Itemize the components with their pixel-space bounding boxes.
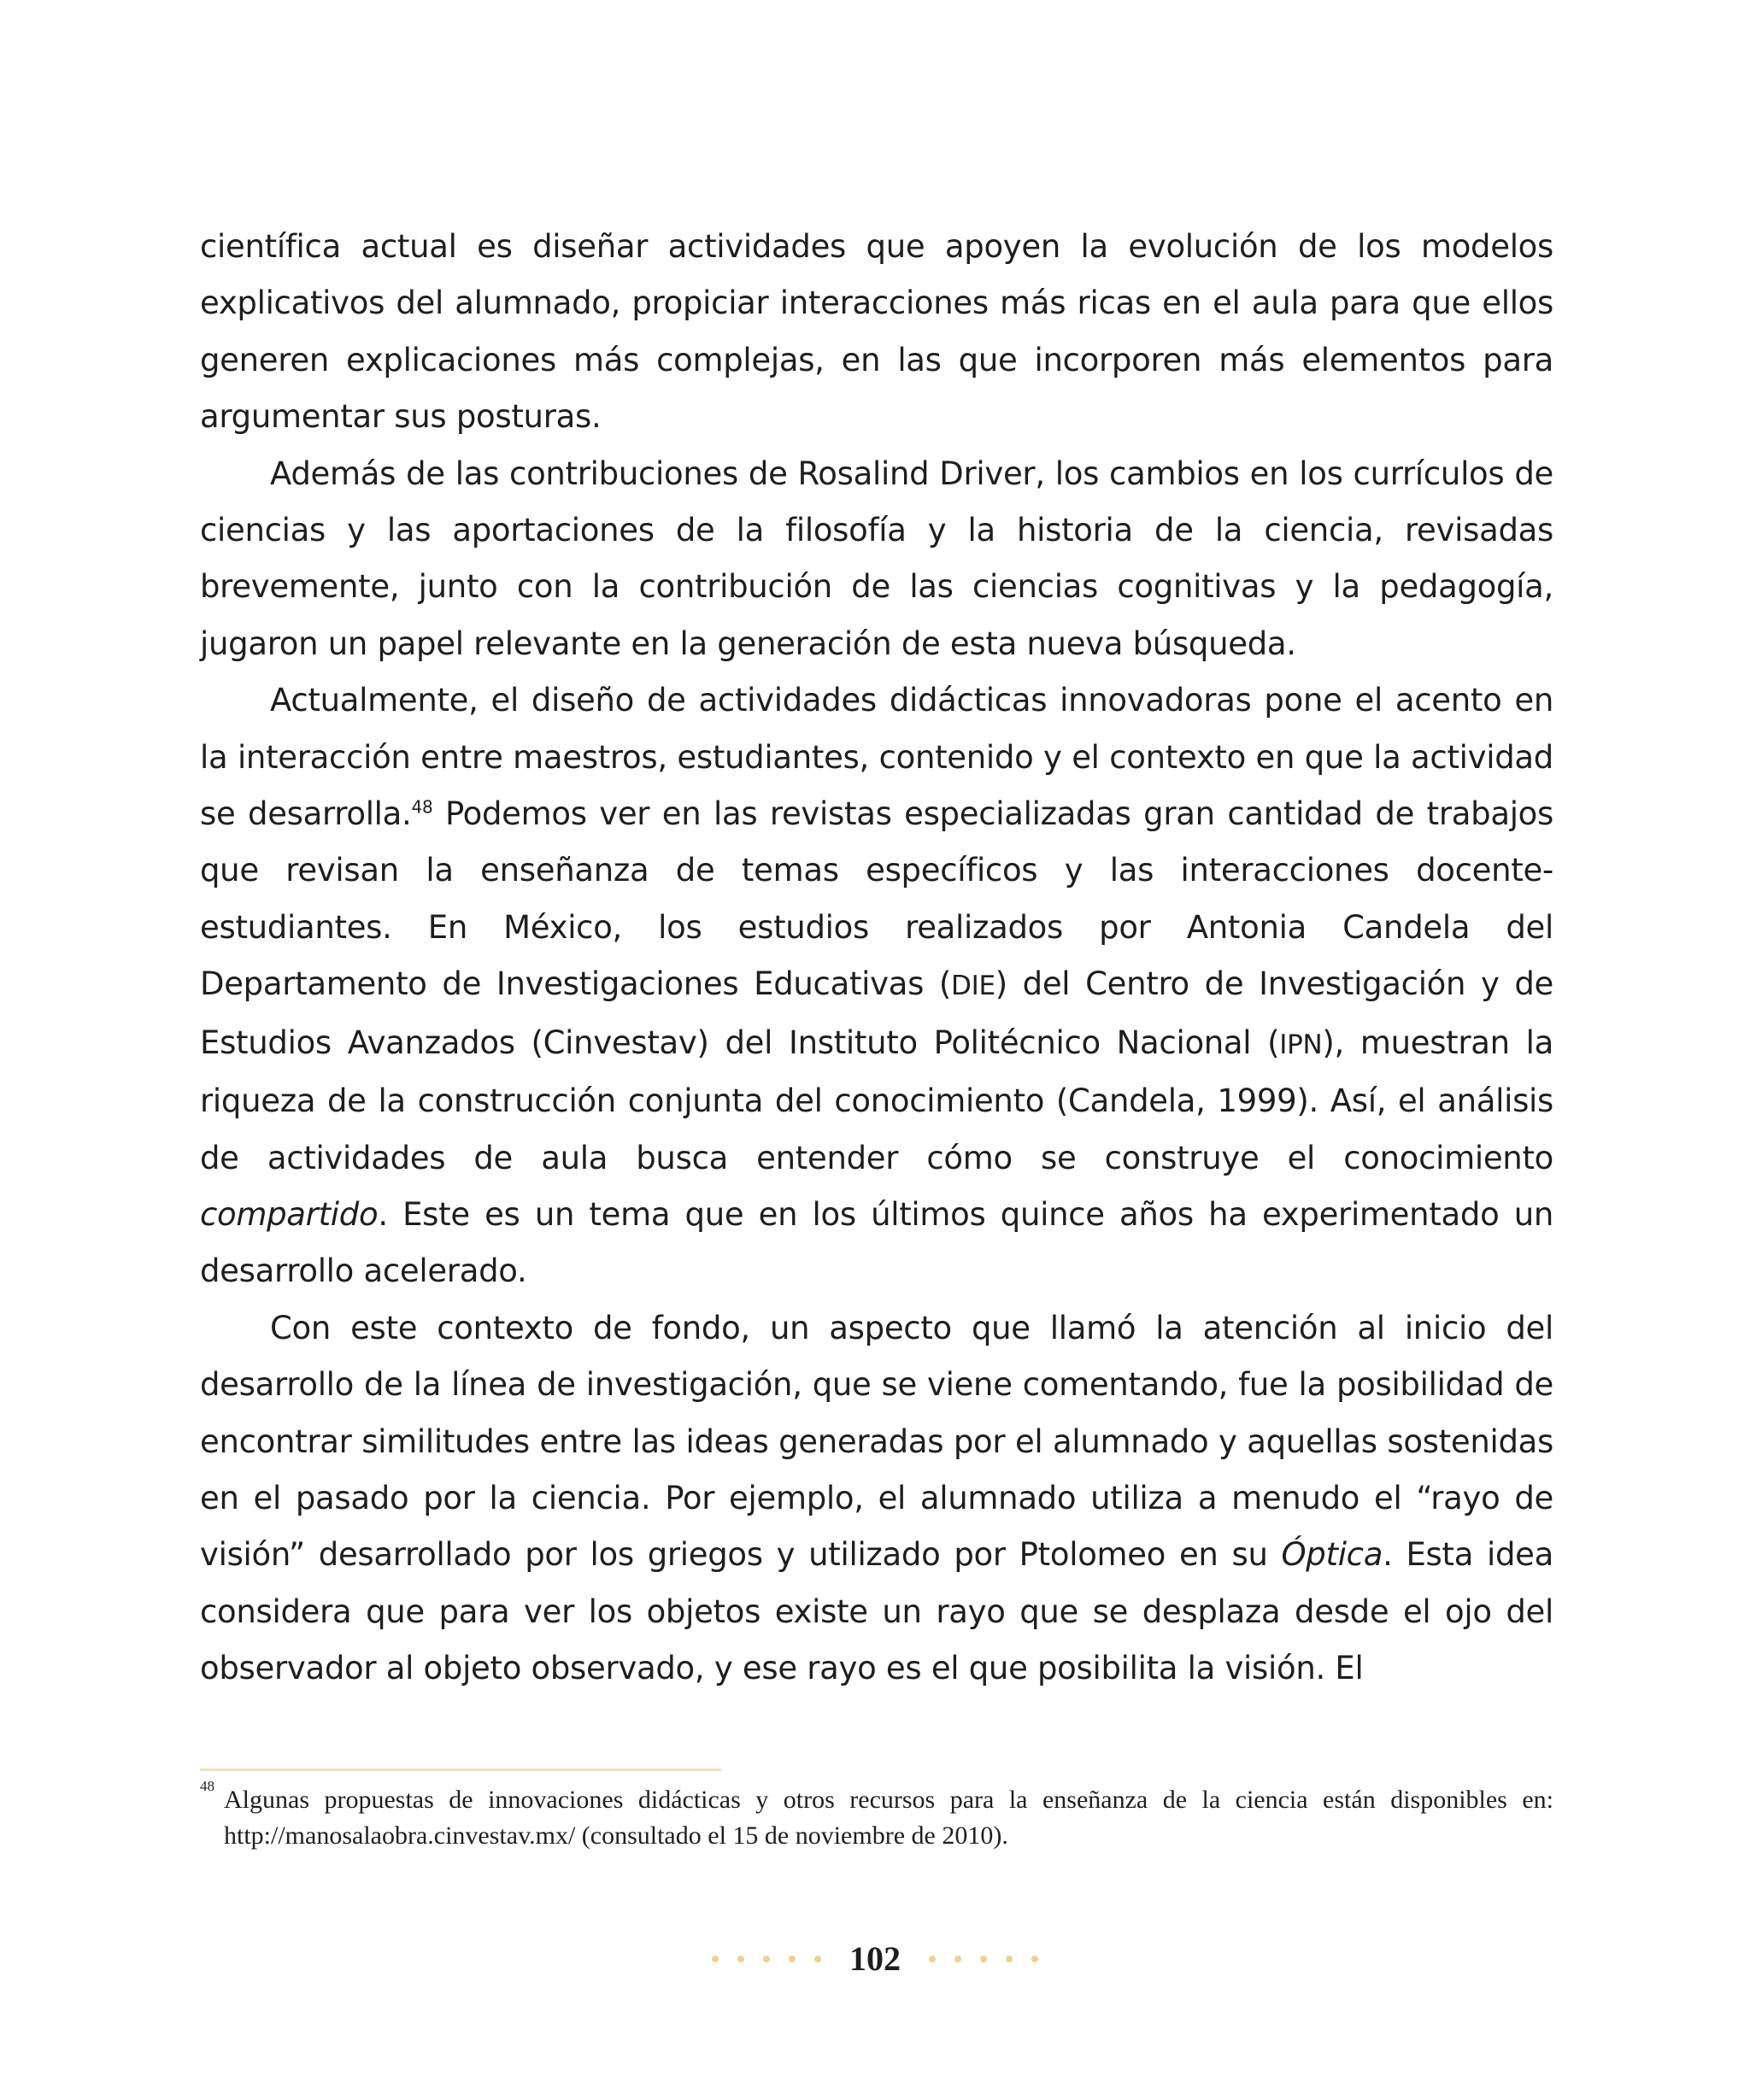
paragraph-3-part-c: ) del Centro de Investigación y de Estudios Avanzados (Cinvestav) del Instituto Politécnico Nacional ( [200, 965, 1553, 1061]
paragraph-1: científica actual es diseñar actividades que apoyen la evolución de los modelos explicativos del alumnado, propiciar interacciones más ricas en el aula para que ellos generen explicaciones más complejas, en las que incorporen más elementos para argumentar sus posturas. [200, 228, 1553, 436]
paragraph-3-part-a: Actualmente, el diseño de actividades didácticas innovadoras pone el acento en la interacción entre maestros, estudiantes, contenido y el contexto en que la actividad se desarrolla. [200, 682, 1553, 833]
footnote-mark: 48 [200, 1778, 214, 1794]
paragraph-3-part-e: . Este es un tema que en los últimos quince años ha experimentado un desarrollo acelerado. [200, 1195, 1553, 1290]
acronym-die: DIE [951, 971, 995, 1002]
body-text [200, 219, 1553, 1698]
paragraph-4-part-a: Con este contexto de fondo, un aspecto que llamó la atención al inicio del desarrollo de la línea de investigación, que se viene comentando, fue la posibilidad de encontrar similitudes entre las ideas generadas por el alumnado y aquellas sostenidas en el pasado por la ciencia. Por ejemplo, el alumnado utiliza a menudo el “rayo de visión” desarrollado por los griegos y utilizado por Ptolomeo en su [200, 1309, 1553, 1574]
paragraph-3-part-d: ), muestran la riqueza de la construcción conjunta del conocimiento (Candela, 1999). Así, el análisis de actividades de aula busca entender cómo se construye el conocimiento [200, 1024, 1553, 1176]
footnote-reference-48[interactable]: 48 [411, 796, 433, 818]
emphasis-compartido: compartido [200, 1195, 379, 1233]
page-number: 102 [849, 1939, 901, 1978]
paragraph-2: Además de las contribuciones de Rosalind Driver, los cambios en los currículos de ciencias y las aportaciones de la filosofía y la historia de la ciencia, revisadas brevemente, junto con la contribución de las ciencias cognitivas y la pedagogía, jugaron un papel relevante en la generación de esta nueva búsqueda. [200, 455, 1553, 662]
decorative-dots-left [702, 1951, 831, 1966]
acronym-ipn: IPN [1279, 1029, 1323, 1060]
paragraph-3 [200, 672, 1553, 1299]
footnote-48 [200, 1778, 1553, 1854]
footnote-divider [200, 1769, 721, 1771]
decorative-dots-right [919, 1951, 1048, 1966]
footnote-text: Algunas propuestas de innovaciones didácticas y otros recursos para la enseñanza de la ciencia están disponibles en: http://manosalaobra.cinvestav.mx/ (consultado el 15 de noviembre de 2010). [224, 1786, 1553, 1850]
paragraph-3-part-b: Podemos ver en las revistas especializadas gran cantidad de trabajos que revisan la enseñanza de temas específicos y las interacciones docente-estudiantes. En México, los estudios realizados por Antonia Candela del Departamento de Investigaciones Educativas ( [200, 795, 1553, 1003]
emphasis-optica: Óptica [1281, 1536, 1383, 1574]
paragraph-4 [200, 1300, 1553, 1698]
paragraph-4-part-b: . Esta idea considera que para ver los objetos existe un rayo que se desplaza desde el ojo del observador al objeto observado, y ese rayo es el que posibilita la visión. El [200, 1536, 1553, 1687]
page-footer [0, 1938, 1750, 1980]
